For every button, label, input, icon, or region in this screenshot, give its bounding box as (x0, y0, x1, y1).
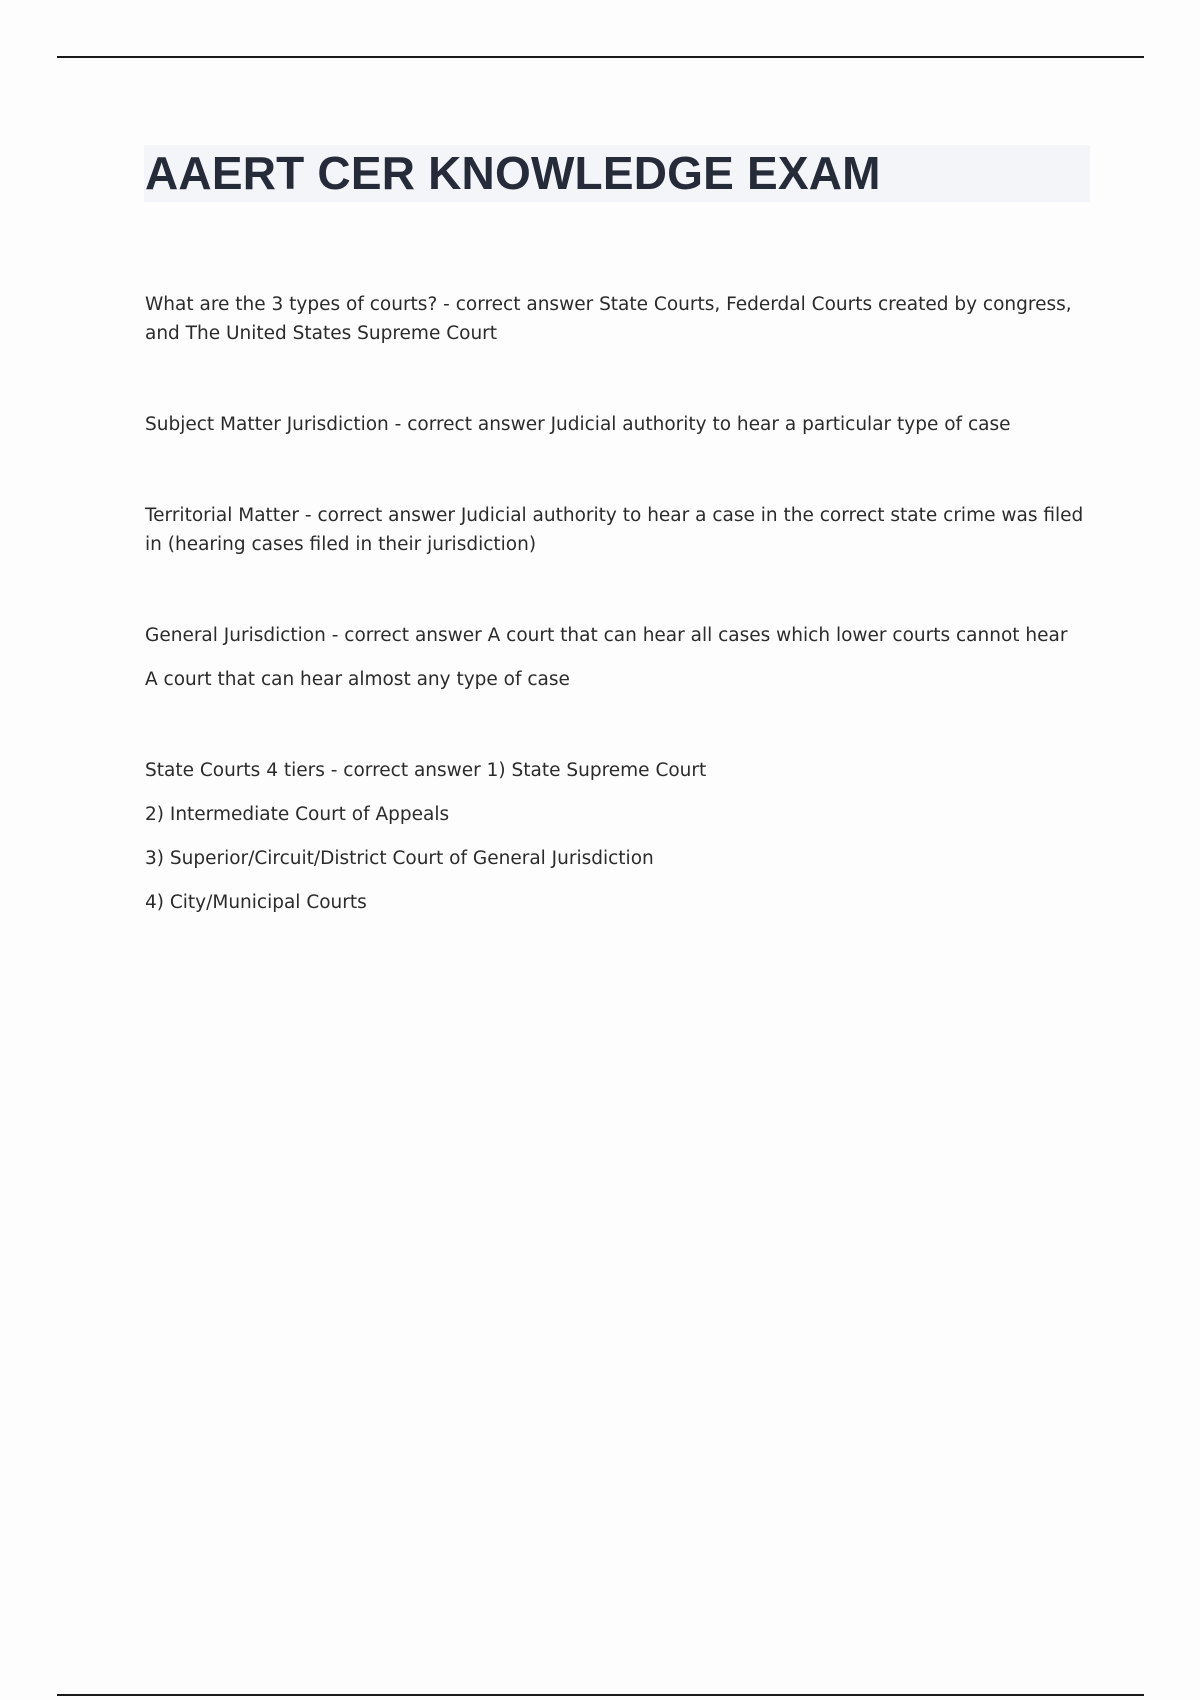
qa-entry-types-of-courts (145, 290, 1085, 348)
qa-line: 4) City/Municipal Courts (145, 892, 367, 913)
qa-line: What are the 3 types of courts? - correct answer State Courts, Federdal Courts created by congress, and The United States Supreme Court (145, 294, 1072, 344)
footer-rule (57, 1694, 1144, 1696)
qa-line: Territorial Matter - correct answer Judicial authority to hear a case in the correct state crime was filed in (hearing cases filed in their jurisdiction) (145, 505, 1084, 555)
qa-line: 3) Superior/Circuit/District Court of General Jurisdiction (145, 848, 654, 869)
document-body (145, 290, 1085, 979)
qa-line: State Courts 4 tiers - correct answer 1) State Supreme Court (145, 760, 707, 781)
qa-line: Subject Matter Jurisdiction - correct answer Judicial authority to hear a particular type of case (145, 414, 1011, 435)
qa-line: A court that can hear almost any type of case (145, 669, 570, 690)
document-title: AAERT CER KNOWLEDGE EXAM (145, 147, 881, 199)
header-rule (57, 56, 1144, 58)
qa-entry-state-courts-tiers (145, 756, 1085, 917)
qa-line: General Jurisdiction - correct answer A court that can hear all cases which lower courts cannot hear (145, 625, 1068, 646)
qa-line: 2) Intermediate Court of Appeals (145, 804, 450, 825)
qa-entry-territorial-matter (145, 501, 1085, 559)
qa-entry-general-jurisdiction (145, 621, 1085, 694)
qa-entry-subject-matter-jurisdiction (145, 410, 1085, 439)
